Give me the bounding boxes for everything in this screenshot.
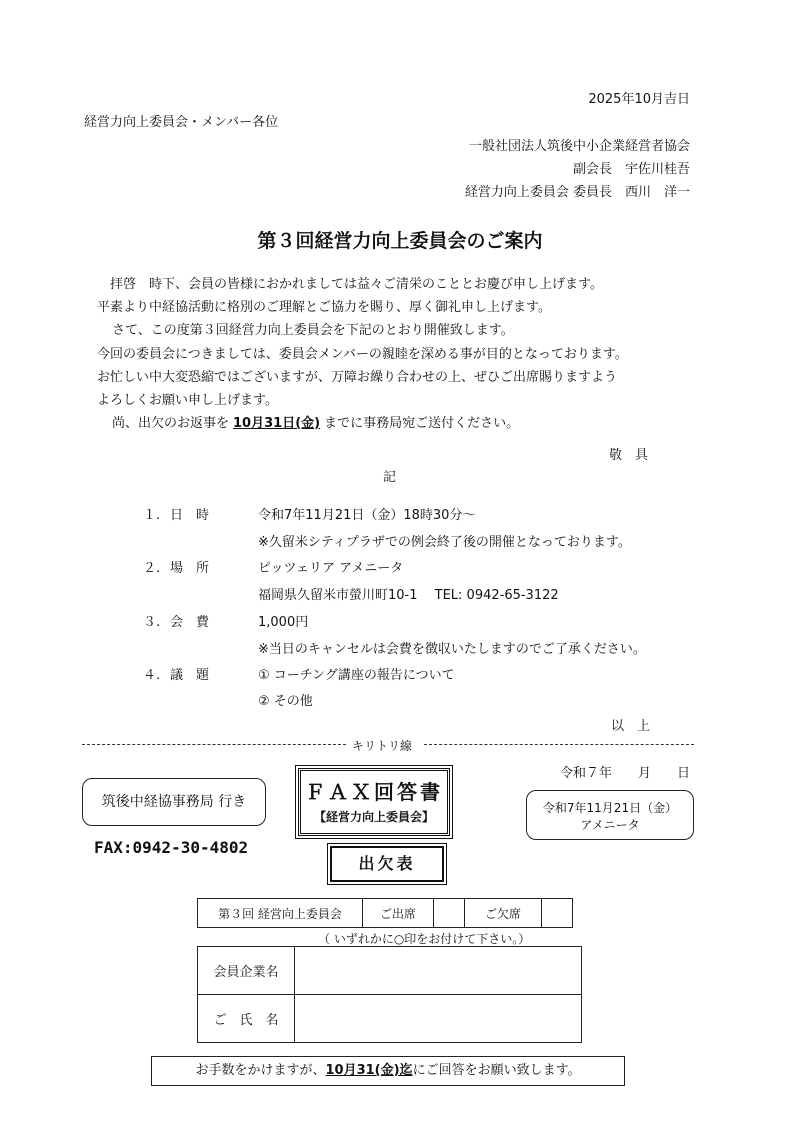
footer-deadline: 10月31(金)迄 <box>325 1063 413 1078</box>
event-info-box <box>526 790 694 840</box>
detail-line: ① コーチング講座の報告について <box>258 668 455 683</box>
cut-line-label: キリトリ線 <box>352 739 413 753</box>
footer-note <box>151 1056 625 1086</box>
detail-num: ２. <box>143 561 161 576</box>
name-field[interactable] <box>295 995 582 1043</box>
footer-intro: お手数をかけますが、 <box>195 1063 326 1078</box>
deadline-outro: までに事務局宛ご送付ください。 <box>324 416 520 431</box>
fax-number: FAX:0942-30-4802 <box>94 838 249 857</box>
detail-line: ※当日のキャンセルは会費を徴収いたしますのでご了承ください。 <box>258 642 646 657</box>
attendance-table <box>197 898 573 928</box>
fax-title: ＦＡＸ回答書 <box>305 780 443 804</box>
closing-keigu: 敬 具 <box>609 448 649 463</box>
detail-line: 福岡県久留米市螢川町10-1 TEL: 0942-65-3122 <box>258 588 559 603</box>
attend-checkbox[interactable] <box>434 899 465 928</box>
fax-subtitle: 【経営力向上委員会】 <box>313 810 434 824</box>
addressee: 経営力向上委員会・メンバー各位 <box>84 115 279 130</box>
detail-line: ② その他 <box>258 694 313 709</box>
body-line-2: 平素より中経協活動に格別のご理解とご協力を賜り、厚く御礼申し上げます。 <box>97 300 551 315</box>
detail-label: 議 題 <box>170 668 210 683</box>
footer-outro: にご回答をお願い致します。 <box>412 1063 581 1078</box>
absent-checkbox[interactable] <box>542 899 573 928</box>
body-line-1: 拝啓 時下、会員の皆様におかれましては益々ご清栄のこととお慶び申し上げます。 <box>110 277 603 292</box>
member-table <box>197 946 582 1043</box>
body-line-7 <box>112 412 519 431</box>
detail-label: 日 時 <box>170 508 210 523</box>
closing-ijou: 以 上 <box>611 719 651 734</box>
detail-num: ４. <box>143 668 161 683</box>
ki-marker: 記 <box>383 470 397 485</box>
reply-deadline: 10月31日(金) <box>233 416 321 431</box>
attendance-title: 出欠表 <box>358 854 416 873</box>
company-label: 会員企業名 <box>198 947 295 995</box>
recipient-box <box>82 778 266 826</box>
event-date: 令和7年11月21日（金） <box>542 801 678 815</box>
detail-line: ピッツェリア アメニータ <box>258 561 404 576</box>
body-line-5: お忙しい中大変恐縮ではございますが、万障お繰り合わせの上、ぜひご出席賜りますよう <box>97 370 618 385</box>
body-line-4: 今回の委員会につきましては、委員会メンバーの親睦を深める事が目的となっております。 <box>97 347 628 362</box>
instruction-text: （ いずれかに○印をお付けて下さい。） <box>318 932 531 946</box>
company-field[interactable] <box>295 947 582 995</box>
sender-vice-president: 副会長 宇佐川桂吾 <box>572 162 690 177</box>
sender-committee-chair: 経営力向上委員会 委員長 西川 洋一 <box>464 185 690 200</box>
detail-line: 令和7年11月21日（金）18時30分～ <box>258 508 476 523</box>
cut-line <box>82 737 694 751</box>
detail-label: 場 所 <box>170 561 210 576</box>
body-line-3: さて、この度第３回経営力向上委員会を下記のとおり開催致します。 <box>112 323 514 338</box>
detail-line: ※久留米シティプラザでの例会終了後の開催となっております。 <box>258 535 631 550</box>
detail-line: 1,000円 <box>258 615 309 630</box>
attend-label: ご出席 <box>363 899 434 928</box>
recipient-label: 筑後中経協事務局 行き <box>101 794 247 810</box>
page-title: 第３回経営力向上委員会のご案内 <box>257 230 543 252</box>
absent-label: ご欠席 <box>465 899 542 928</box>
detail-label: 会 費 <box>170 615 210 630</box>
fax-title-box <box>298 768 450 836</box>
deadline-intro: 尚、出欠のお返事を <box>112 416 230 431</box>
document-date: 2025年10月吉日 <box>588 92 690 107</box>
body-line-6: よろしくお願い申し上げます。 <box>97 393 278 408</box>
attendance-title-box <box>330 846 444 882</box>
name-label: ご 氏 名 <box>198 995 295 1043</box>
detail-num: １. <box>143 508 161 523</box>
event-venue: アメニータ <box>580 818 640 832</box>
sender-organization: 一般社団法人筑後中小企業経営者協会 <box>468 139 690 154</box>
detail-num: ３. <box>143 615 161 630</box>
reply-date: 令和７年 月 日 <box>559 766 690 781</box>
meeting-name: 第３回 経営向上委員会 <box>198 899 363 928</box>
